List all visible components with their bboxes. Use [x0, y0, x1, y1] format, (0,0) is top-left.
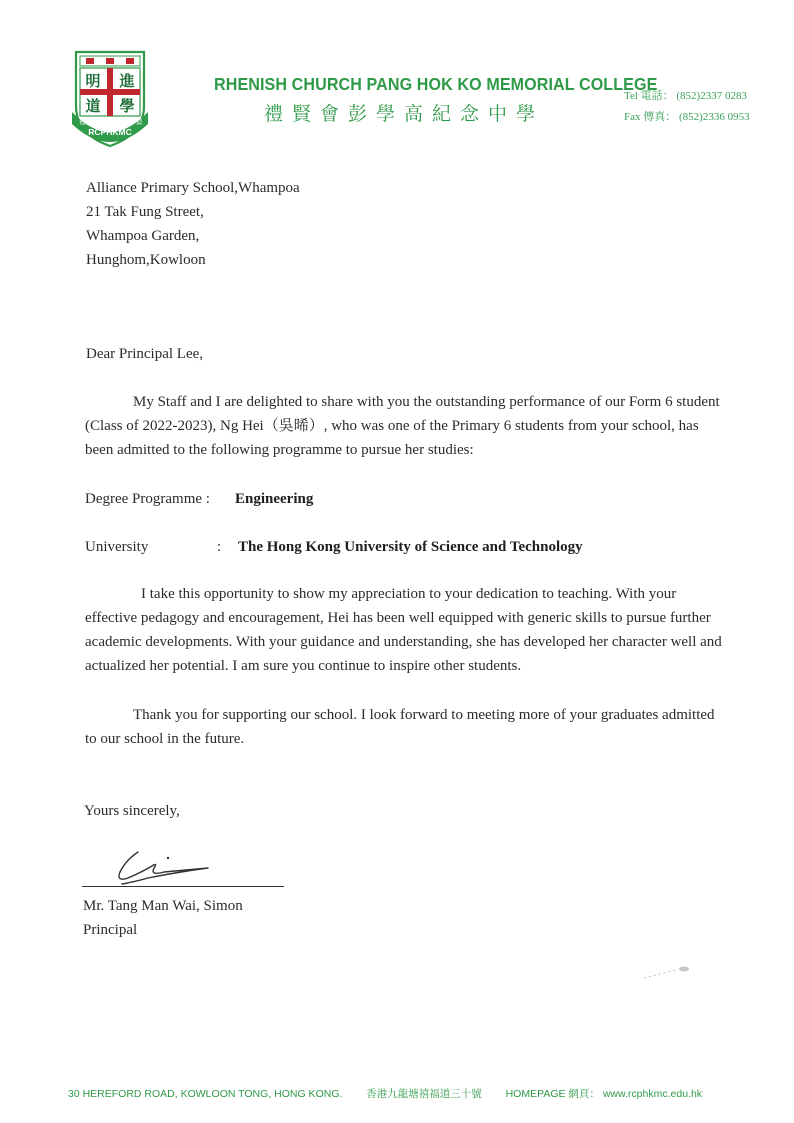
fax-line: [624, 108, 750, 124]
fax-label: Fax 傳真：: [624, 111, 677, 123]
telephone-label: Tel 電話：: [624, 90, 674, 102]
signer-name: Mr. Tang Man Wai, Simon: [83, 898, 243, 914]
degree-programme-label: Degree Programme :: [85, 491, 210, 507]
footer-address-english: 30 HEREFORD ROAD, KOWLOON TONG, HONG KONG.: [68, 1088, 343, 1100]
paragraph-3: Thank you for supporting our school. I look forward to meeting more of your graduates admitted to our school in the future.: [85, 707, 715, 747]
signature-line: [82, 886, 284, 887]
recipient-line-2: 21 Tak Fung Street,: [86, 204, 204, 220]
crest-char-2: 進: [119, 72, 135, 90]
crest-ribbon-text: RCPHKMC: [88, 127, 132, 137]
crest-ribbon-side-right: 賢: [136, 118, 143, 126]
paragraph-1: My Staff and I are delighted to share with you the outstanding performance of our Form 6 student (Class of 2022-2023), Ng Hei（吳晞）, who was one of the Primary 6 students from your school, has been admitted to the following programme to pursue her studies:: [85, 394, 720, 458]
footer-homepage-label: HOMEPAGE 網頁：: [505, 1088, 600, 1100]
degree-programme-value: Engineering: [235, 491, 314, 507]
recipient-line-4: Hunghom,Kowloon: [86, 252, 206, 268]
handwritten-signature: [108, 838, 218, 888]
footer: [68, 1086, 702, 1101]
signer-title: Principal: [83, 922, 138, 938]
closing: Yours sincerely,: [84, 803, 180, 819]
recipient-line-3: Whampoa Garden,: [86, 228, 200, 244]
telephone-line: [624, 87, 747, 103]
crest-char-1: 明: [85, 72, 101, 90]
ink-smudge: [640, 962, 692, 982]
recipient-line-1: Alliance Primary School,Whampoa: [86, 180, 300, 196]
telephone-value: (852)2337 0283: [676, 90, 747, 102]
school-name-english: RHENISH CHURCH PANG HOK KO MEMORIAL COLLEGE: [214, 74, 658, 94]
salutation: Dear Principal Lee,: [86, 346, 204, 362]
university-value: The Hong Kong University of Science and Technology: [238, 539, 583, 555]
crest-ribbon-side-left: 禮: [79, 118, 86, 126]
footer-homepage-url: www.rcphkmc.edu.hk: [602, 1088, 703, 1100]
crest-char-4: 學: [119, 97, 135, 115]
fax-value: (852)2336 0953: [679, 111, 750, 123]
crest-char-3: 道: [85, 97, 101, 115]
paragraph-2: I take this opportunity to show my appreciation to your dedication to teaching. With your effective pedagogy and encouragement, Hei has been well equipped with generic skills to pursue further academic developments. With your guidance and understanding, she has developed her character well and actualized her potential. I am sure you continue to inspire other students.: [85, 586, 722, 674]
footer-address-chinese: 香港九龍塘禧福道三十號: [366, 1088, 482, 1100]
school-name-chinese: 禮賢會彭學高紀念中學: [264, 103, 545, 125]
university-label: University: [85, 539, 149, 555]
school-crest-logo: [70, 48, 150, 148]
university-colon: :: [217, 539, 222, 555]
